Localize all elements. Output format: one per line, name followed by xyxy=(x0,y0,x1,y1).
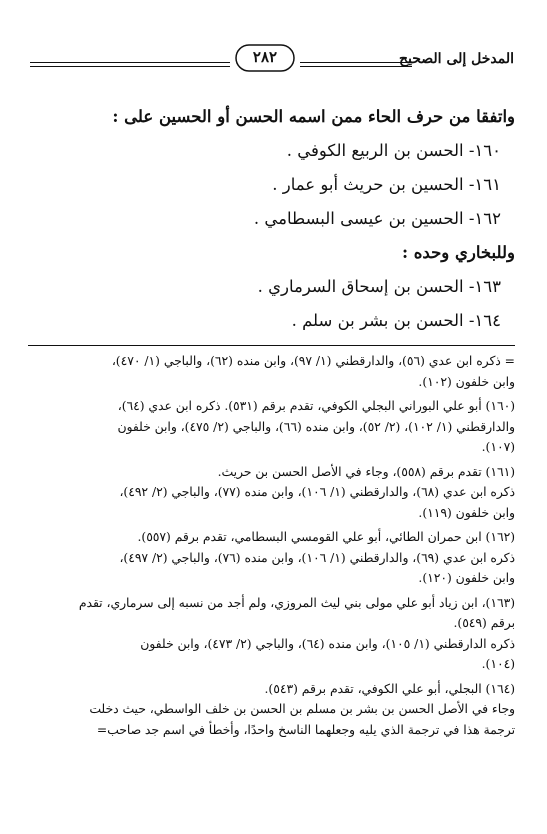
list-item: ١٦٠- الحسن بن الربيع الكوفي . xyxy=(286,141,501,160)
footnote xyxy=(28,679,515,741)
footnote xyxy=(28,593,515,675)
footnote-line: والدارقطني (١/ ١٠٢)، (٢/ ٥٢)، وابن منده (٦٦)، والباجي (٢/ ٤٧٥)، وابن خلفون xyxy=(117,419,515,434)
header-rule-top xyxy=(300,62,412,63)
footnote-line: وابن خلفون (١٠٢). xyxy=(418,374,515,389)
footnote-line: (١٠٤). xyxy=(481,657,515,671)
footnote-line: = ذكره ابن عدي (٥٦)، والدارقطني (١/ ٩٧)، وابن منده (٦٢)، والباجي (١/ ٤٧٠)، xyxy=(111,354,515,368)
footnotes xyxy=(28,351,515,744)
footnote-line: ذكره الدارقطني (١/ ١٠٥)، وابن منده (٦٤)، والباجي (٢/ ٤٧٣)، وابن خلفون xyxy=(140,636,515,651)
list-item: ١٦٢- الحسين بن عيسى البسطامي . xyxy=(253,209,501,228)
footnote xyxy=(28,396,515,458)
footnote-line: (١٦٣)، ابن زياد أبو علي مولى بني ليث المروزي، ولم أجد من نسبه إلى سرماري، تقدم xyxy=(78,595,515,610)
footnote xyxy=(28,527,515,589)
footnote xyxy=(28,351,515,392)
page-number: ٢٨٢ xyxy=(252,48,278,66)
footnote-line: برقم (٥٤٩). xyxy=(453,616,515,630)
footnote-line: (١٦٢) ابن حمران الطائي، أبو علي القومسي البسطامي، تقدم برقم (٥٥٧). xyxy=(137,530,515,544)
footnote-separator xyxy=(28,345,515,346)
footnote-line: (١٠٧). xyxy=(481,440,515,454)
footnote-line: وابن خلفون (١١٩). xyxy=(418,505,515,520)
footnote-line: ترجمة هذا في ترجمة الذي يليه وجعلهما الناسخ واحدًا، وأخطأ في اسم جد صاحب= xyxy=(96,722,515,737)
section-heading: وللبخاري وحده : xyxy=(401,243,515,262)
list-item: ١٦٤- الحسن بن بشر بن سلم . xyxy=(291,311,501,330)
header-rule-left-top xyxy=(30,62,230,63)
header-rule-bottom xyxy=(300,66,412,67)
footnote xyxy=(28,462,515,524)
running-header xyxy=(30,42,520,76)
page-number-badge xyxy=(235,44,295,72)
book-title: المدخل إلى الصحيح xyxy=(398,51,514,67)
footnote-line: (١٦٤) البجلي، أبو علي الكوفي، تقدم برقم (٥٤٣). xyxy=(264,681,515,696)
list-item: ١٦٣- الحسن بن إسحاق السرماري . xyxy=(257,277,501,296)
footnote-line: (١٦١) تقدم برقم (٥٥٨)، وجاء في الأصل الحسن بن حريث. xyxy=(217,464,515,479)
footnote-line: (١٦٠) أبو علي البوراني البجلي الكوفي، تقدم برقم (٥٣١). ذكره ابن عدي (٦٤)، xyxy=(117,399,515,413)
list-item: ١٦١- الحسين بن حريث أبو عمار . xyxy=(272,175,501,194)
footnote-line: ذكره ابن عدي (٦٩)، والدارقطني (١/ ١٠٦)، وابن منده (٧٦)، والباجي (٢/ ٤٩٧)، xyxy=(119,550,515,565)
main-text xyxy=(35,100,515,338)
footnote-line: وجاء في الأصل الحسن بن بشر بن مسلم بن الحسن بن خلف الواسطي، حيث دخلت xyxy=(89,702,515,716)
section-heading: واتفقا من حرف الحاء ممن اسمه الحسن أو الحسين على : xyxy=(112,107,515,126)
footnote-line: وابن خلفون (١٢٠). xyxy=(418,571,515,585)
header-rule-left-bottom xyxy=(30,66,230,67)
footnote-line: ذكره ابن عدي (٦٨)، والدارقطني (١/ ١٠٦)، وابن منده (٧٧)، والباجي (٢/ ٤٩٢)، xyxy=(119,485,515,499)
